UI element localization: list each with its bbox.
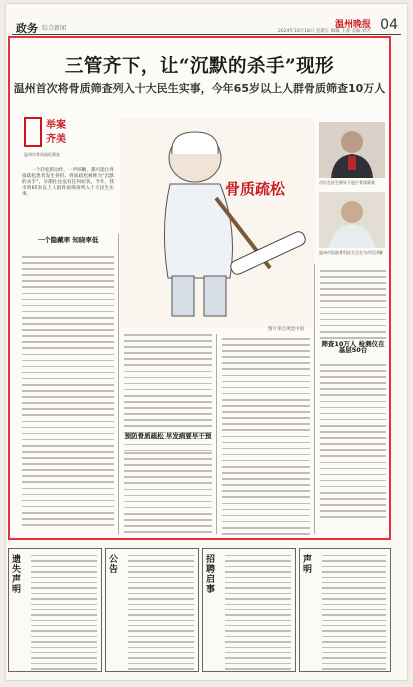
illustration-caption: 图片来自视觉中国 xyxy=(268,327,304,332)
photo-screening-caption: 市民在医生指导下进行骨质筛查 xyxy=(319,180,375,185)
illustration-title: 骨质疏松 xyxy=(225,180,286,198)
article-headline: 三管齐下，让“沉默的杀手”现形 xyxy=(64,56,335,77)
column-4-text-b xyxy=(320,364,386,522)
column-logo-caption: 温州市骨质疏松筛查 xyxy=(24,152,60,157)
photo-screening xyxy=(319,122,385,178)
section3-title: 筛查10万人 检测仪在基层50台 xyxy=(321,340,385,355)
section1-title: 一个隐藏率 知晓率低 xyxy=(37,236,99,244)
lede-paragraph: 一个轻松的动作，一声咳嗽，都可能让骨质疏松患者发生骨折。骨质疏松被称为“沉默的杀手”，早期往往没有任何症状。今年，我市将65岁以上人群骨质筛查列入十大民生实事。 xyxy=(22,168,114,198)
ad-block xyxy=(299,548,391,672)
section-name: 政务 xyxy=(16,22,38,35)
article-frame xyxy=(8,36,391,540)
page-number: 04 xyxy=(380,17,398,33)
column-1-text xyxy=(22,256,114,530)
article-column-1 xyxy=(22,234,114,245)
issue-meta: 2024年10月18日 星期五 编辑 王睿 美编 刘芳 xyxy=(277,29,371,34)
article-lede xyxy=(22,168,114,200)
article-subhead: 温州首次将骨质筛查列入十大民生实事，今年65岁以上人群骨质筛查10万人 xyxy=(13,82,386,95)
ad-block xyxy=(8,548,102,672)
column-logo xyxy=(24,114,76,158)
column-3-text xyxy=(222,338,310,539)
column-logo-icon xyxy=(24,117,42,147)
photo-doctor-caption: 温州市医院骨科医生正在为市民讲解 xyxy=(319,250,383,255)
section2-title: 预防骨质疏松 早发病要早干预 xyxy=(124,432,212,440)
ad-title: 遗失声明 xyxy=(12,555,22,595)
article-column-4 xyxy=(320,338,386,355)
ad-title: 招聘启事 xyxy=(206,555,216,595)
column-logo-line2: 齐美 xyxy=(46,134,66,145)
article-column-2 xyxy=(124,430,212,441)
newspaper-brand: 温州晚报 xyxy=(334,20,371,30)
ad-block xyxy=(202,548,296,672)
page-header xyxy=(12,14,401,35)
column-2-text-b xyxy=(124,452,212,537)
classified-ads xyxy=(8,548,391,674)
ad-block xyxy=(105,548,199,672)
section-subtitle: 综合新闻 xyxy=(42,25,67,32)
column-logo-line1: 举案 xyxy=(46,120,66,131)
bone-icon xyxy=(229,230,307,276)
ad-title: 声明 xyxy=(303,555,313,575)
ad-title: 公告 xyxy=(109,555,119,575)
column-4-text-a xyxy=(320,270,386,343)
osteoporosis-illustration xyxy=(120,118,315,328)
photo-doctor xyxy=(319,192,385,248)
